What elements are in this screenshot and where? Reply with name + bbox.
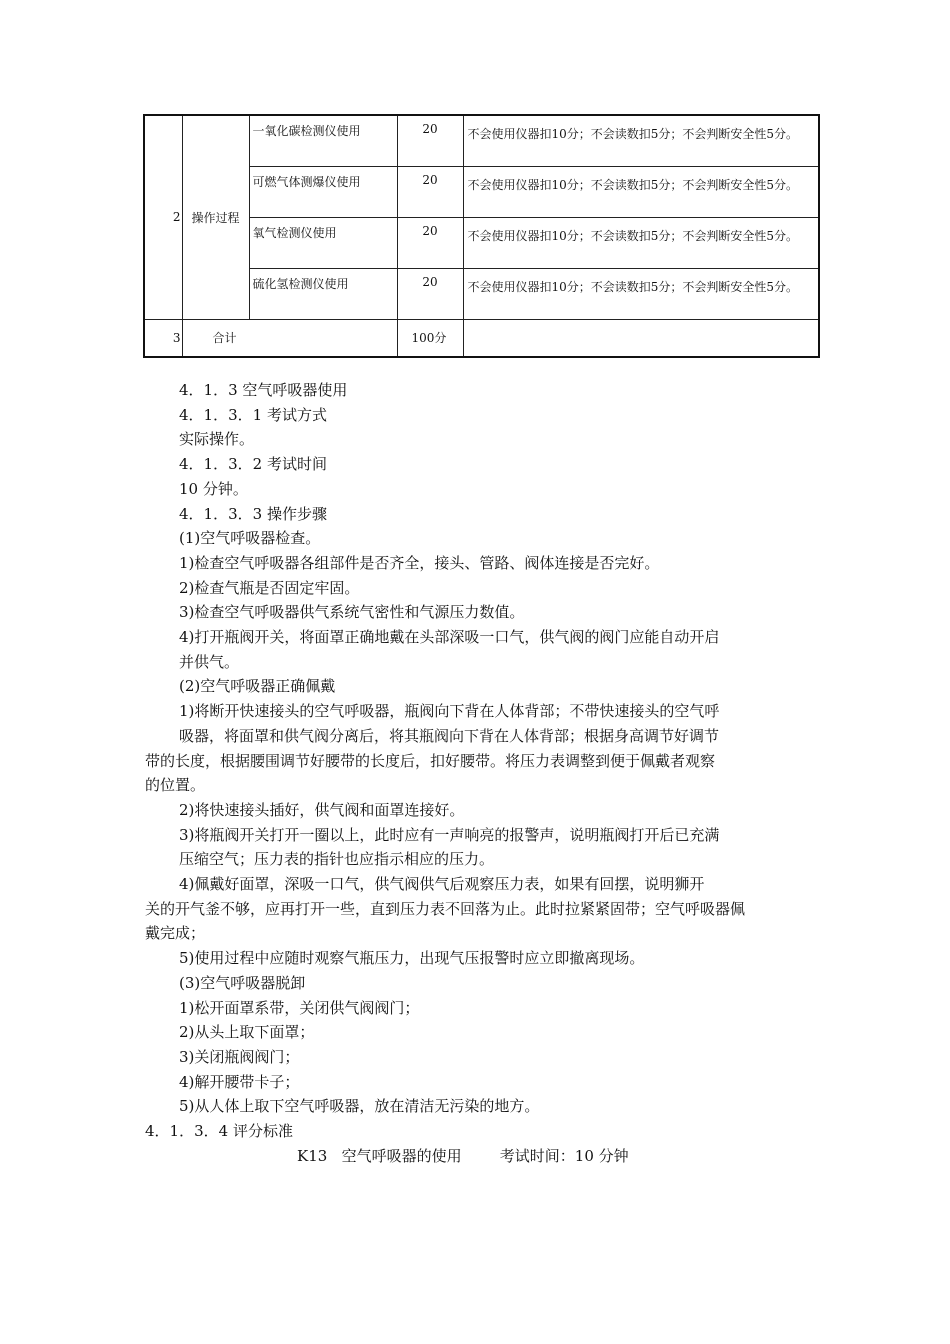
list-item-continued: 戴完成； bbox=[145, 924, 206, 943]
list-item-continued: 带的长度，根据腰围调节好腰带的长度后，扣好腰带。将压力表调整到便于佩戴者观察 bbox=[145, 751, 716, 770]
criteria-cell: 不会使用仪器扣10分；不会读数扣5分；不会判断安全性5分。 bbox=[463, 115, 819, 166]
row-number: 3 bbox=[144, 319, 182, 357]
list-item: 3)检查空气呼吸器供气系统气密性和气源压力数值。 bbox=[179, 603, 525, 622]
paragraph: 10 分钟。 bbox=[179, 479, 248, 498]
subsection-heading: 4．1．3．4 评分标准 bbox=[145, 1122, 293, 1141]
list-item: 2)检查气瓶是否固定牢固。 bbox=[179, 578, 360, 597]
list-item: 2)将快速接头插好，供气阀和面罩连接好。 bbox=[179, 800, 465, 819]
item-cell: 可燃气体测爆仪使用 bbox=[249, 166, 397, 217]
total-label: 合计 bbox=[182, 319, 397, 357]
caption-code: K13 bbox=[297, 1146, 328, 1165]
list-item: 5)使用过程中应随时观察气瓶压力，出现气压报警时应立即撤离现场。 bbox=[179, 949, 645, 968]
paragraph: 实际操作。 bbox=[179, 430, 255, 449]
list-item-continued: 压缩空气；压力表的指针也应指示相应的压力。 bbox=[179, 850, 495, 869]
table-row bbox=[144, 115, 819, 166]
item-cell: 氧气检测仪使用 bbox=[249, 217, 397, 268]
list-item-continued: 的位置。 bbox=[145, 776, 206, 795]
list-item: 2)从头上取下面罩； bbox=[179, 1023, 315, 1042]
item-cell: 一氧化碳检测仪使用 bbox=[249, 115, 397, 166]
total-criteria bbox=[463, 319, 819, 357]
list-item: 3)关闭瓶阀阀门； bbox=[179, 1047, 300, 1066]
points-cell: 20 bbox=[397, 268, 463, 319]
points-cell: 20 bbox=[397, 115, 463, 166]
subsection-heading: 4．1．3．1 考试方式 bbox=[179, 405, 327, 424]
row-number: 2 bbox=[144, 115, 182, 319]
list-item: 1)松开面罩系带，关闭供气阀阀门； bbox=[179, 998, 420, 1017]
list-item-continued: 吸器，将面罩和供气阀分离后，将其瓶阀向下背在人体背部；根据身高调节好调节 bbox=[179, 726, 720, 745]
total-row bbox=[144, 319, 819, 357]
list-item: 1)检查空气呼吸器各组部件是否齐全，接头、管路、阀体连接是否完好。 bbox=[179, 553, 660, 572]
list-item-continued: 关的开气釜不够，应再打开一些，直到压力表不回落为止。此时拉紧紧固带；空气呼吸器佩 bbox=[145, 899, 746, 918]
scoring-table bbox=[143, 114, 820, 358]
points-cell: 20 bbox=[397, 166, 463, 217]
points-cell: 20 bbox=[397, 217, 463, 268]
criteria-cell: 不会使用仪器扣10分；不会读数扣5分；不会判断安全性5分。 bbox=[463, 217, 819, 268]
subsection-heading: 4．1．3．3 操作步骤 bbox=[179, 504, 327, 523]
list-item: 3)将瓶阀开关打开一圈以上，此时应有一声响亮的报警声，说明瓶阀打开后已充满 bbox=[179, 825, 720, 844]
list-item: 4)打开瓶阀开关，将面罩正确地戴在头部深吸一口气，供气阀的阀门应能自动开启 bbox=[179, 628, 720, 647]
section-heading: 4．1．3 空气呼吸器使用 bbox=[179, 381, 348, 399]
part-heading: (2)空气呼吸器正确佩戴 bbox=[179, 677, 336, 696]
criteria-cell: 不会使用仪器扣10分；不会读数扣5分；不会判断安全性5分。 bbox=[463, 166, 819, 217]
list-item: 4)佩戴好面罩，深吸一口气，供气阀供气后观察压力表，如果有回摆，说明狮开 bbox=[179, 875, 705, 894]
body-text bbox=[145, 378, 815, 1169]
list-item: 4)解开腰带卡子； bbox=[179, 1072, 300, 1091]
list-item: 5)从人体上取下空气呼吸器，放在清洁无污染的地方。 bbox=[179, 1097, 540, 1116]
list-item: 1)将断开快速接头的空气呼吸器，瓶阀向下背在人体背部；不带快速接头的空气呼 bbox=[179, 702, 720, 721]
criteria-cell: 不会使用仪器扣10分；不会读数扣5分；不会判断安全性5分。 bbox=[463, 268, 819, 319]
part-heading: (3)空气呼吸器脱卸 bbox=[179, 973, 306, 992]
caption-time: 考试时间：10 分钟 bbox=[499, 1146, 629, 1165]
caption-name: 空气呼吸器的使用 bbox=[341, 1146, 462, 1165]
part-heading: (1)空气呼吸器检查。 bbox=[179, 529, 321, 548]
table-caption bbox=[145, 1144, 815, 1169]
subsection-heading: 4．1．3．2 考试时间 bbox=[179, 455, 327, 474]
list-item-continued: 并供气。 bbox=[179, 652, 240, 671]
process-cell: 操作过程 bbox=[182, 115, 249, 319]
total-points: 100分 bbox=[397, 319, 463, 357]
item-cell: 硫化氢检测仪使用 bbox=[249, 268, 397, 319]
